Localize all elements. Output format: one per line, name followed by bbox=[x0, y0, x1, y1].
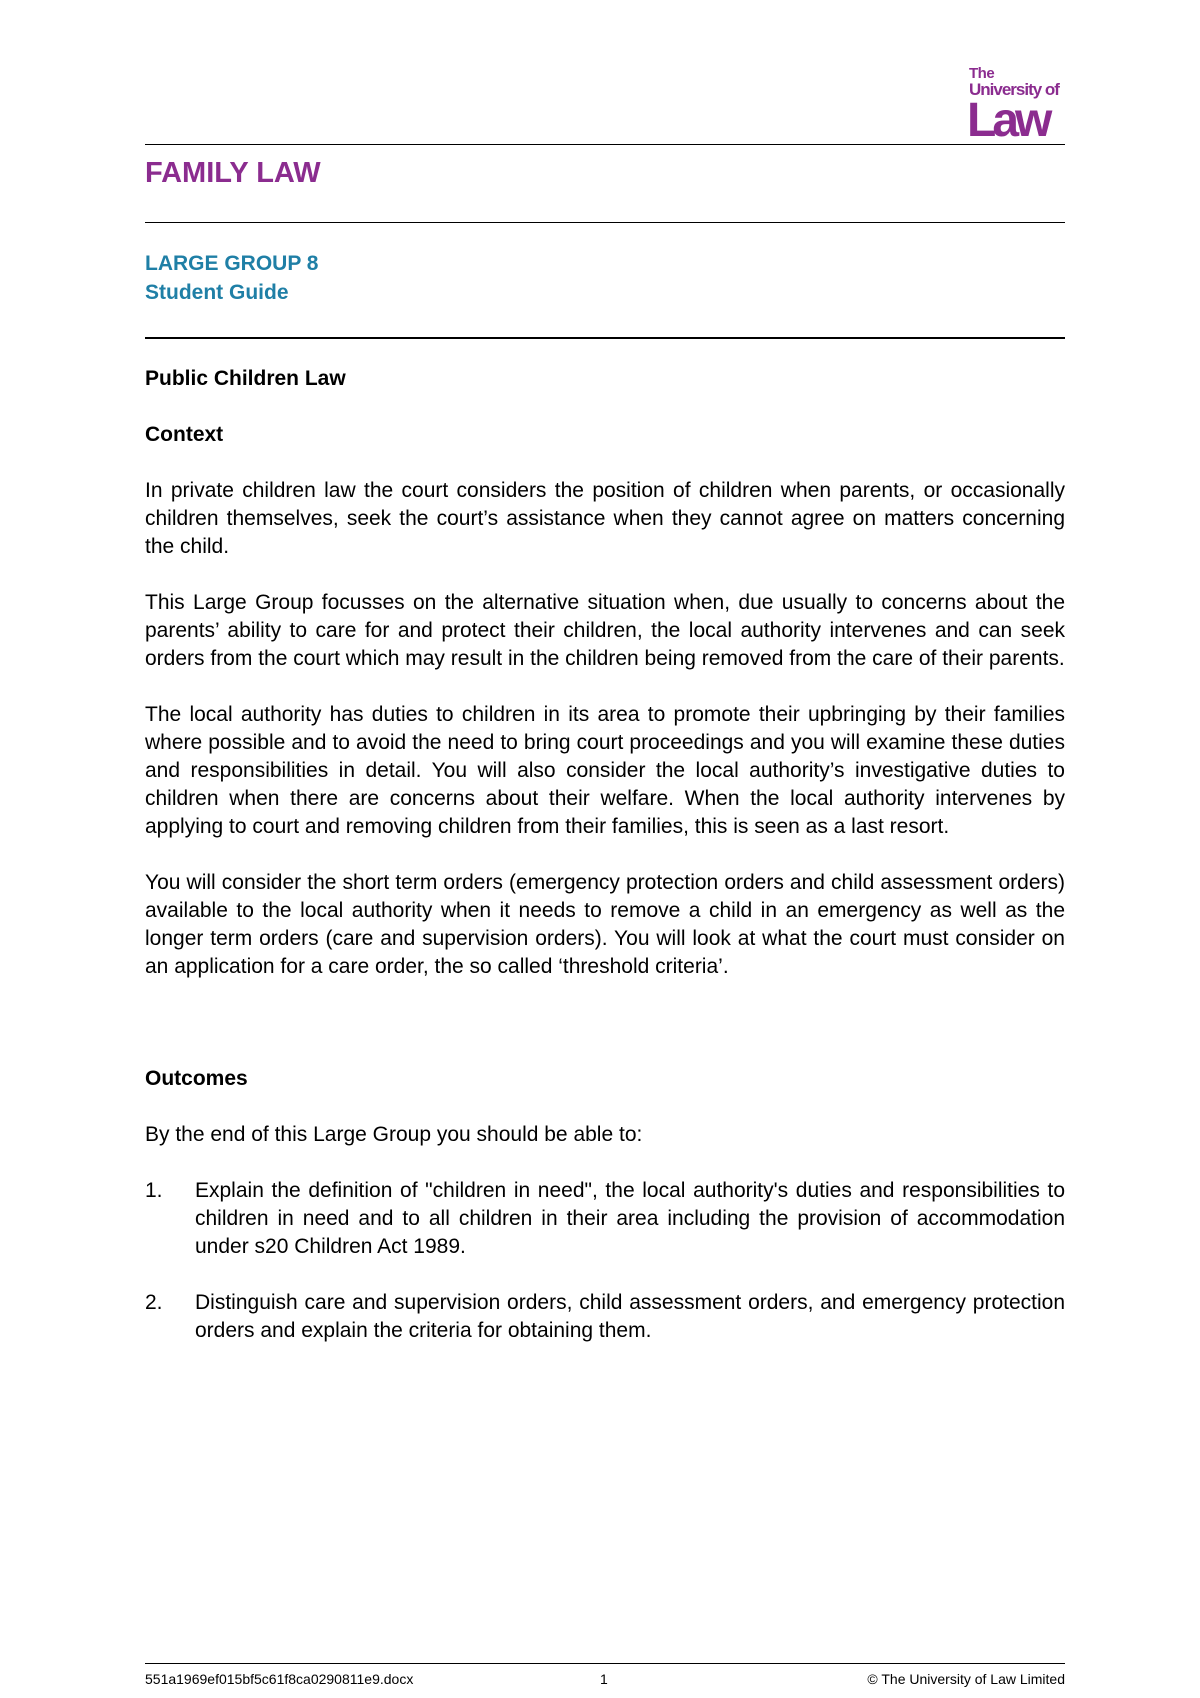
document-page bbox=[145, 0, 1065, 1698]
footer-copyright: © The University of Law Limited bbox=[867, 1671, 1065, 1687]
outcomes-heading: Outcomes bbox=[145, 1067, 248, 1090]
page-title: FAMILY LAW bbox=[145, 157, 321, 189]
section-title: Public Children Law bbox=[145, 367, 346, 390]
document-body bbox=[145, 365, 1065, 1373]
outcome-item bbox=[145, 1177, 1065, 1261]
student-guide-label: Student Guide bbox=[145, 281, 289, 304]
logo-line-3: Law bbox=[967, 94, 1049, 147]
footer-page-number: 1 bbox=[600, 1671, 608, 1687]
outcome-text: Explain the definition of "children in need", the local authority's duties and responsibilities to children in need and to all children in their area including the provision of accommodation under s20 Children Act 1989. bbox=[195, 1179, 1065, 1258]
header-rule-bottom bbox=[145, 337, 1065, 339]
outcomes-list bbox=[145, 1177, 1065, 1345]
context-paragraph-4: You will consider the short term orders (emergency protection orders and child assessment orders) available to the local authority when it needs to remove a child in an emergency as well as the longer term orders (care and supervision orders). You will look at what the court must consider on an application for a care order, the so called ‘threshold criteria’. bbox=[145, 871, 1065, 978]
context-paragraph-1: In private children law the court considers the position of children when parents, or occasionally children themselves, seek the court’s assistance when they cannot agree on matters concerning the child. bbox=[145, 479, 1065, 558]
logo-line-2: University of bbox=[969, 80, 1059, 99]
outcome-item bbox=[145, 1289, 1065, 1345]
large-group-label: LARGE GROUP 8 bbox=[145, 252, 319, 275]
footer-rule bbox=[145, 1663, 1065, 1664]
footer-filename: 551a1969ef015bf5c61f8ca0290811e9.docx bbox=[145, 1671, 414, 1687]
outcome-number: 1. bbox=[145, 1179, 163, 1202]
outcome-text: Distinguish care and supervision orders, child assessment orders, and emergency protection orders and explain the criteria for obtaining them. bbox=[195, 1291, 1065, 1342]
context-paragraph-2: This Large Group focusses on the alternative situation when, due usually to concerns about the parents’ ability to care for and protect their children, the local authority intervenes and can seek orders from the court which may result in the children being removed from the care of their parents. bbox=[145, 591, 1065, 670]
header-rule-top bbox=[145, 144, 1065, 145]
outcome-number: 2. bbox=[145, 1291, 163, 1314]
outcomes-intro: By the end of this Large Group you should be able to: bbox=[145, 1123, 643, 1146]
context-paragraph-3: The local authority has duties to children in its area to promote their upbringing by their families where possible and to avoid the need to bring court proceedings and you will examine these duties and responsibilities in detail. You will also consider the local authority’s investigative duties to children when there are concerns about their welfare. When the local authority intervenes by applying to court and removing children from their families, this is seen as a last resort. bbox=[145, 703, 1065, 838]
university-of-law-logo bbox=[967, 65, 1065, 147]
logo-line-1: The bbox=[969, 65, 995, 82]
context-heading: Context bbox=[145, 423, 224, 446]
header-rule-middle bbox=[145, 222, 1065, 223]
